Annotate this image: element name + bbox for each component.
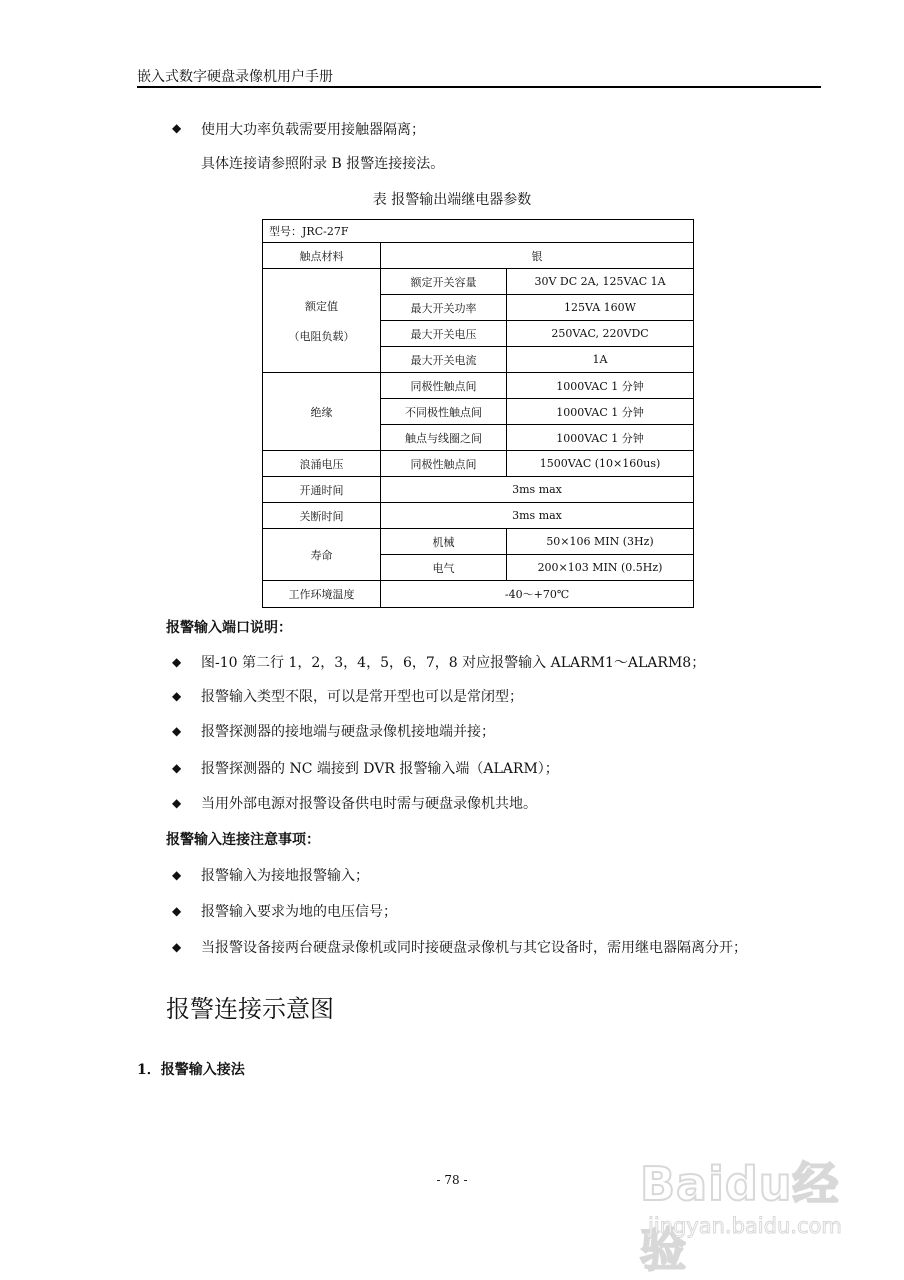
relay-parameter-table bbox=[262, 219, 694, 608]
table-cell: 电气 bbox=[381, 555, 507, 581]
table-cell: 30V DC 2A, 125VAC 1A bbox=[507, 269, 694, 295]
intro-bullet-text: 使用大功率负载需要用接触器隔离； bbox=[201, 122, 425, 138]
table-cell: 额定开关容量 bbox=[381, 269, 507, 295]
table-cell: 浪涌电压 bbox=[263, 451, 381, 477]
bullet-diamond-icon: ◆ bbox=[172, 796, 182, 810]
rated-sublabel: （电阻负载） bbox=[288, 329, 355, 343]
baidu-watermark-logo: Baidu经验 bbox=[640, 1157, 840, 1277]
table-cell: 同极性触点间 bbox=[381, 373, 507, 399]
document-header-title: 嵌入式数字硬盘录像机用户手册 bbox=[137, 69, 333, 85]
bullet-diamond-icon: ◆ bbox=[172, 689, 182, 703]
table-model-cell: 型号：JRC-27F bbox=[263, 220, 694, 243]
table-cell: 1A bbox=[507, 347, 694, 373]
table-cell: 工作环境温度 bbox=[263, 581, 381, 608]
alarm-input-item: 图-10 第二行 1，2，3，4，5，6，7，8 对应报警输入 ALARM1～ALARM8； bbox=[201, 655, 706, 671]
table-cell: 触点与线圈之间 bbox=[381, 425, 507, 451]
table-group-label: 寿命 bbox=[263, 529, 381, 581]
alarm-input-item: 报警探测器的接地端与硬盘录像机接地端并接； bbox=[201, 724, 495, 740]
table-caption: 表 报警输出端继电器参数 bbox=[372, 192, 532, 208]
table-cell: 1000VAC 1 分钟 bbox=[507, 399, 694, 425]
bullet-diamond-icon: ◆ bbox=[172, 761, 182, 775]
table-cell: 3ms max bbox=[381, 503, 694, 529]
baidu-watermark bbox=[640, 1140, 885, 1277]
subsection-heading: 1．报警输入接法 bbox=[137, 1062, 245, 1078]
alarm-input-item: 报警探测器的 NC 端接到 DVR 报警输入端（ALARM）； bbox=[201, 761, 559, 777]
table-cell: 不同极性触点间 bbox=[381, 399, 507, 425]
bullet-diamond-icon: ◆ bbox=[172, 724, 182, 738]
table-cell: 125VA 160W bbox=[507, 295, 694, 321]
table-cell: 银 bbox=[381, 243, 694, 269]
header-rule bbox=[137, 86, 821, 88]
table-cell: 开通时间 bbox=[263, 477, 381, 503]
table-cell: 200×103 MIN (0.5Hz) bbox=[507, 555, 694, 581]
rated-label: 额定值 bbox=[305, 299, 338, 313]
table-cell: 最大开关功率 bbox=[381, 295, 507, 321]
table-cell: 1500VAC (10×160us) bbox=[507, 451, 694, 477]
alarm-input-item: 报警输入类型不限，可以是常开型也可以是常闭型； bbox=[201, 689, 523, 705]
table-cell: 机械 bbox=[381, 529, 507, 555]
page-number: - 78 - bbox=[436, 1173, 468, 1187]
table-cell: 最大开关电压 bbox=[381, 321, 507, 347]
table-cell: 3ms max bbox=[381, 477, 694, 503]
table-cell: 最大开关电流 bbox=[381, 347, 507, 373]
table-cell: 50×106 MIN (3Hz) bbox=[507, 529, 694, 555]
intro-reference-text: 具体连接请参照附录 B 报警连接接法。 bbox=[201, 156, 445, 172]
bullet-diamond-icon: ◆ bbox=[172, 940, 182, 954]
table-cell: 同极性触点间 bbox=[381, 451, 507, 477]
table-group-label bbox=[263, 269, 381, 373]
bullet-diamond-icon: ◆ bbox=[172, 121, 182, 135]
alarm-input-heading: 报警输入端口说明： bbox=[166, 620, 292, 636]
bullet-diamond-icon: ◆ bbox=[172, 868, 182, 882]
table-cell: -40～+70℃ bbox=[381, 581, 694, 608]
table-cell: 关断时间 bbox=[263, 503, 381, 529]
section-heading: 报警连接示意图 bbox=[166, 995, 334, 1023]
alarm-notes-heading: 报警输入连接注意事项： bbox=[166, 832, 320, 848]
baidu-watermark-url: jingyan.baidu.com bbox=[648, 1214, 842, 1238]
table-cell: 1000VAC 1 分钟 bbox=[507, 425, 694, 451]
table-group-label: 绝缘 bbox=[263, 373, 381, 451]
bullet-diamond-icon: ◆ bbox=[172, 655, 182, 669]
table-cell: 250VAC, 220VDC bbox=[507, 321, 694, 347]
alarm-note-item: 报警输入要求为地的电压信号； bbox=[201, 904, 397, 920]
alarm-note-item: 报警输入为接地报警输入； bbox=[201, 868, 369, 884]
alarm-note-item: 当报警设备接两台硬盘录像机或同时接硬盘录像机与其它设备时，需用继电器隔离分开； bbox=[201, 940, 747, 956]
alarm-input-item: 当用外部电源对报警设备供电时需与硬盘录像机共地。 bbox=[201, 796, 537, 812]
bullet-diamond-icon: ◆ bbox=[172, 904, 182, 918]
table-cell: 触点材料 bbox=[263, 243, 381, 269]
table-cell: 1000VAC 1 分钟 bbox=[507, 373, 694, 399]
